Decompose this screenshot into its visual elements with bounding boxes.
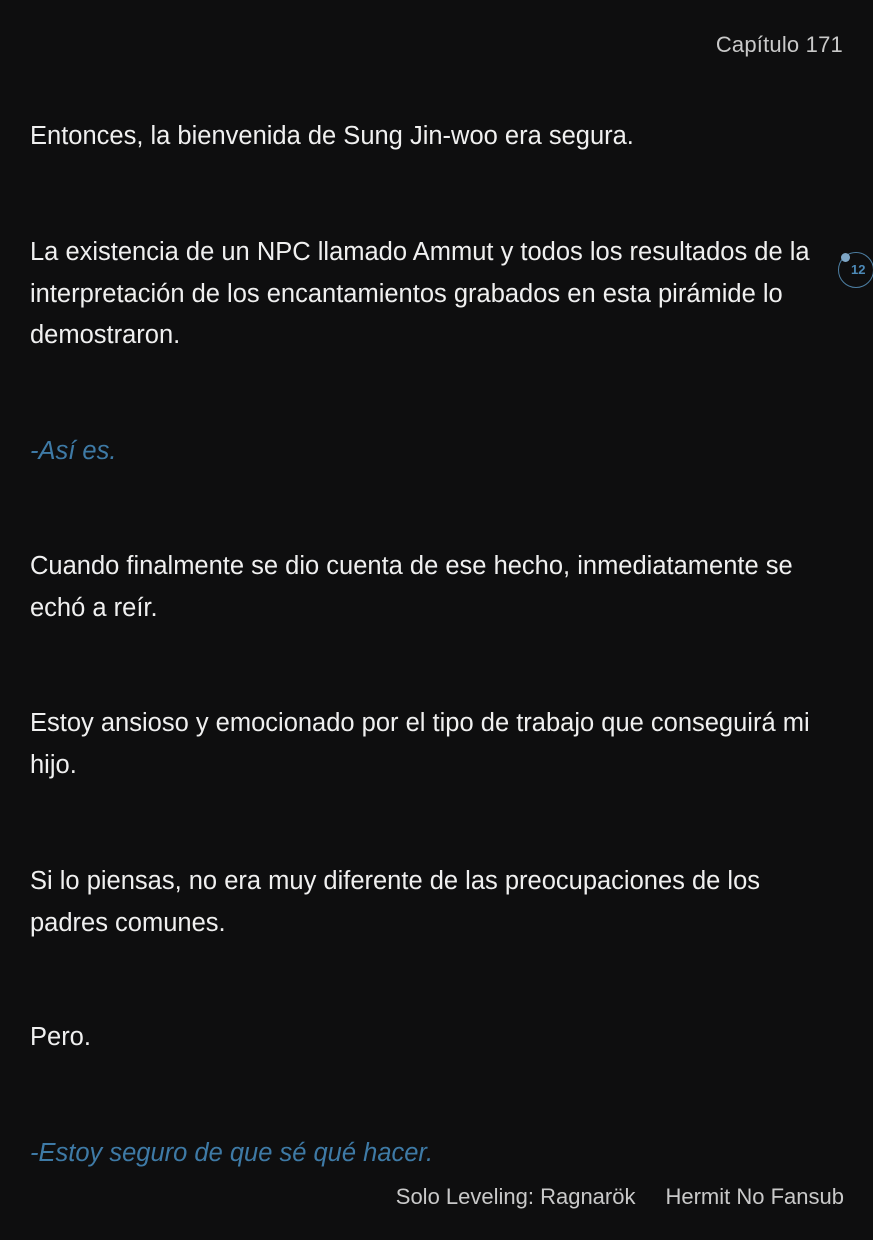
dialogue-line: -Estoy seguro de que sé qué hacer. bbox=[30, 1139, 434, 1167]
progress-marker-label: 12 bbox=[851, 262, 866, 277]
progress-marker-button[interactable] bbox=[838, 252, 873, 288]
translator-credit: Hermit No Fansub bbox=[665, 1184, 844, 1209]
paragraph: La existencia de un NPC llamado Ammut y todos los resultados de la interpretación de los encantamientos grabados en esta pirámide lo demostraron. bbox=[30, 238, 810, 349]
marker-dot-icon bbox=[841, 253, 850, 262]
paragraph: Entonces, la bienvenida de Sung Jin-woo era segura. bbox=[30, 122, 634, 150]
paragraph: Cuando finalmente se dio cuenta de ese hecho, inmediatamente se echó a reír. bbox=[30, 552, 793, 622]
dialogue-line: -Así es. bbox=[30, 437, 117, 465]
novel-title: Solo Leveling: Ragnarök bbox=[395, 1184, 636, 1209]
paragraph: Si lo piensas, no era muy diferente de las preocupaciones de los padres comunes. bbox=[30, 867, 761, 937]
paragraph: Estoy ansioso y emocionado por el tipo de trabajo que conseguirá mi hijo. bbox=[30, 709, 810, 779]
footer bbox=[396, 1184, 844, 1210]
chapter-label: Capítulo 171 bbox=[715, 32, 843, 57]
paragraph: Pero. bbox=[30, 1023, 91, 1051]
